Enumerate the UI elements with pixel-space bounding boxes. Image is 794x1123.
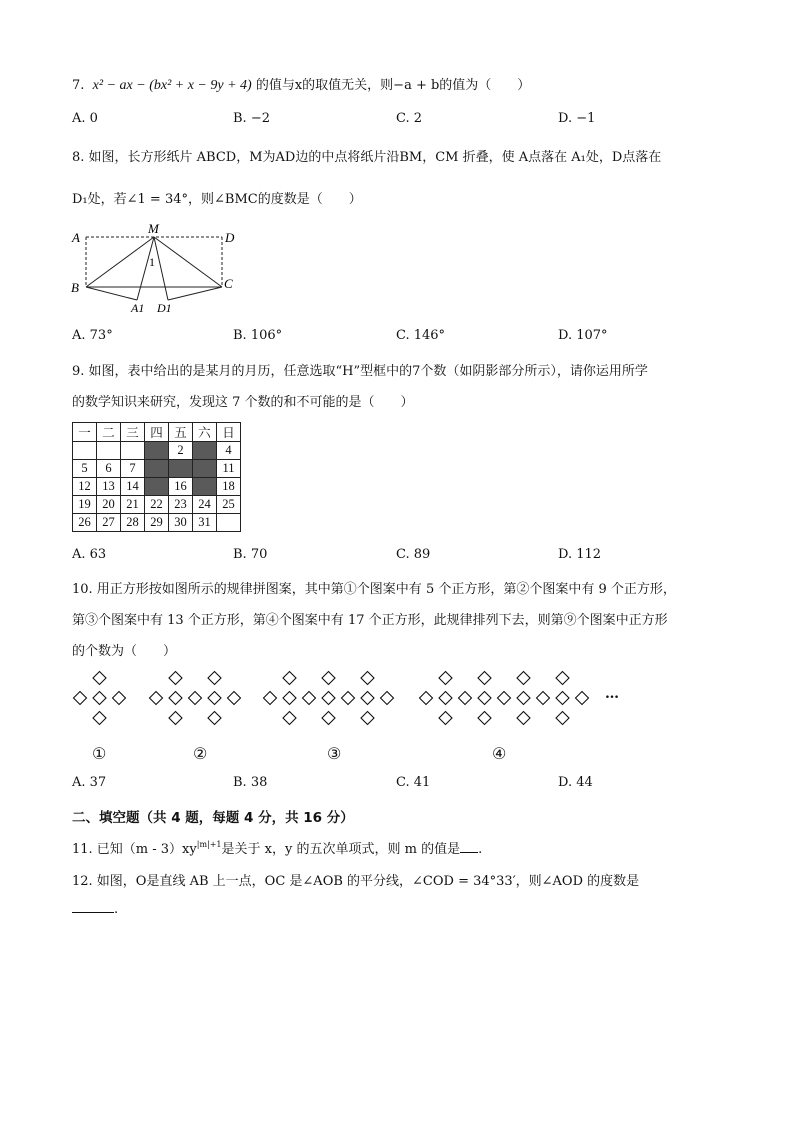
q9-option-a: A. 63 (72, 547, 107, 562)
calendar-cell-shaded (145, 460, 169, 478)
calendar-header-row (73, 423, 241, 442)
square-shape (322, 692, 335, 705)
q8-line-ba1 (86, 287, 137, 300)
q7-option-d: D. −1 (558, 111, 596, 126)
calendar-cell: 11 (217, 460, 241, 478)
q9-line-1: 9. 如图，表中给出的是某月的月历，任意选取“H”型框中的7个数（如阴影部分所示），请你运用所学 (72, 364, 648, 379)
q8-label-b: B (71, 280, 79, 295)
q8-label-m: M (148, 221, 159, 236)
calendar-cell: 20 (97, 496, 121, 514)
q11-exponent: |m|+1 (196, 840, 222, 849)
calendar-cell (217, 514, 241, 532)
calendar-cell: 27 (97, 514, 121, 532)
square-shape (478, 672, 491, 685)
calendar-cell: 29 (145, 514, 169, 532)
q8-label-1: 1 (149, 255, 155, 269)
q11-end: . (478, 842, 483, 857)
square-shape (537, 692, 550, 705)
calendar-header-cell: 一 (73, 423, 97, 442)
q7-expression: x² − ax − (bx² + x − 9y + 4) (92, 78, 252, 93)
calendar-header-cell: 六 (193, 423, 217, 442)
square-shape (420, 692, 433, 705)
square-shape (283, 692, 296, 705)
square-shape (459, 692, 472, 705)
square-shape (208, 712, 221, 725)
calendar-cell: 13 (97, 478, 121, 496)
calendar-cell: 12 (73, 478, 97, 496)
square-shape (381, 692, 394, 705)
calendar-row (73, 514, 241, 532)
q9-calendar (72, 422, 241, 532)
calendar-cell-shaded (193, 478, 217, 496)
calendar-cell-shaded (193, 460, 217, 478)
q11-prefix: 11. 已知（m - 3）xy (72, 842, 197, 857)
calendar-cell: 21 (121, 496, 145, 514)
q10-option-a: A. 37 (72, 775, 107, 790)
q9-option-c: C. 89 (396, 547, 431, 562)
q8-label-d: D (225, 230, 235, 245)
square-shape (283, 712, 296, 725)
calendar-cell: 18 (217, 478, 241, 496)
calendar-row (73, 442, 241, 460)
q9-option-b: B. 70 (233, 547, 268, 562)
q10-pattern-figure (60, 664, 640, 736)
q8-label-d1: D1 (157, 301, 172, 315)
q11-answer-blank[interactable] (460, 852, 478, 853)
q8-label-a: A (72, 230, 80, 245)
square-shape (303, 692, 316, 705)
q10-line-1: 10. 用正方形按如图所示的规律拼图案，其中第①个图案中有 5 个正方形，第②个图案中有 9 个正方形， (72, 582, 676, 597)
calendar-cell: 16 (169, 478, 193, 496)
calendar-cell: 30 (169, 514, 193, 532)
square-shape (517, 692, 530, 705)
q7-text: 的值与x的取值无关，则−a + b的值为（ ） (255, 78, 531, 93)
square-shape (556, 672, 569, 685)
calendar-header-cell: 五 (169, 423, 193, 442)
calendar-cell (97, 442, 121, 460)
square-shape (208, 672, 221, 685)
calendar-cell: 14 (121, 478, 145, 496)
square-shape (169, 712, 182, 725)
section-heading: 二、填空题（共 4 题，每题 4 分，共 16 分） (72, 810, 354, 826)
q8-option-c: C. 146° (396, 328, 446, 343)
q8-line-cd1 (168, 287, 222, 300)
square-shape (322, 712, 335, 725)
calendar-cell: 7 (121, 460, 145, 478)
calendar-cell: 25 (217, 496, 241, 514)
square-shape (150, 692, 163, 705)
q8-label-a1: A1 (131, 301, 145, 315)
q10-line-3: 的个数为（ ） (72, 644, 177, 659)
calendar-cell-shaded (169, 460, 193, 478)
calendar-row (73, 496, 241, 514)
square-shape (74, 692, 87, 705)
square-shape (439, 712, 452, 725)
calendar-row (73, 460, 241, 478)
square-shape (498, 692, 511, 705)
calendar-cell-shaded (145, 442, 169, 460)
q12-end: . (114, 902, 119, 917)
q8-option-a: A. 73° (72, 328, 113, 343)
square-shape (439, 672, 452, 685)
square-shape (517, 712, 530, 725)
calendar-cell: 22 (145, 496, 169, 514)
q9-option-d: D. 112 (558, 547, 602, 562)
q8-label-c: C (224, 276, 233, 291)
calendar-cell (121, 442, 145, 460)
q10-label-3: ③ (327, 744, 342, 763)
q10-ellipsis: … (605, 686, 619, 702)
q8-line-cm (154, 237, 222, 287)
q10-option-b: B. 38 (233, 775, 268, 790)
square-shape (478, 712, 491, 725)
q10-label-2: ② (193, 744, 208, 763)
square-shape (169, 692, 182, 705)
q7-option-b: B. −2 (233, 111, 270, 126)
calendar-cell: 19 (73, 496, 97, 514)
square-shape (556, 712, 569, 725)
q10-label-1: ① (92, 744, 107, 763)
square-shape (361, 692, 374, 705)
q7-option-c: C. 2 (396, 111, 423, 126)
square-shape (189, 692, 202, 705)
q8-option-d: D. 107° (558, 328, 608, 343)
square-shape (264, 692, 277, 705)
q8-figure (66, 218, 246, 318)
square-shape (113, 692, 126, 705)
q10-label-4: ④ (492, 744, 507, 763)
q12-line-1: 12. 如图，O是直线 AB 上一点，OC 是∠AOB 的平分线，∠COD = 34°33′，则∠AOD 的度数是 (72, 874, 640, 889)
q12-line-2 (72, 902, 118, 917)
q7-number: 7. (72, 78, 85, 93)
calendar-cell: 24 (193, 496, 217, 514)
square-shape (93, 672, 106, 685)
q10-option-d: D. 44 (558, 775, 593, 790)
q8-line-2: D₁处，若∠1 = 34°，则∠BMC的度数是（ ） (72, 192, 362, 207)
square-shape (228, 692, 241, 705)
q12-answer-blank[interactable] (72, 912, 114, 913)
square-shape (322, 672, 335, 685)
square-shape (361, 712, 374, 725)
calendar-cell: 31 (193, 514, 217, 532)
square-shape (93, 692, 106, 705)
calendar-cell-shaded (193, 442, 217, 460)
calendar-cell: 4 (217, 442, 241, 460)
q8-line-bm (86, 237, 154, 287)
calendar-cell (73, 442, 97, 460)
square-shape (283, 672, 296, 685)
q7-option-a: A. 0 (72, 111, 98, 126)
square-shape (169, 672, 182, 685)
square-shape (361, 672, 374, 685)
calendar-cell: 6 (97, 460, 121, 478)
calendar-cell: 26 (73, 514, 97, 532)
square-shape (556, 692, 569, 705)
square-shape (478, 692, 491, 705)
calendar-row (73, 478, 241, 496)
calendar-header-cell: 日 (217, 423, 241, 442)
square-shape (439, 692, 452, 705)
square-shape (576, 692, 589, 705)
q7-line (72, 74, 530, 94)
q11-line (72, 838, 482, 857)
square-shape (208, 692, 221, 705)
calendar-cell: 5 (73, 460, 97, 478)
q8-line-1: 8. 如图，长方形纸片 ABCD，M为AD边的中点将纸片沿BM，CM 折叠，使 A点落在 A₁处，D点落在 (72, 150, 662, 165)
q11-suffix: 是关于 x，y 的五次单项式，则 m 的值是 (221, 842, 461, 857)
q9-line-2: 的数学知识来研究，发现这 7 个数的和不可能的是（ ） (72, 395, 414, 410)
square-shape (342, 692, 355, 705)
q8-line-md1 (154, 237, 168, 300)
calendar-cell: 23 (169, 496, 193, 514)
calendar-header-cell: 三 (121, 423, 145, 442)
q8-option-b: B. 106° (233, 328, 283, 343)
q10-line-2: 第③个图案中有 13 个正方形，第④个图案中有 17 个正方形，此规律排列下去，则第⑨个图案中正方形 (72, 613, 668, 628)
calendar-header-cell: 四 (145, 423, 169, 442)
square-shape (93, 712, 106, 725)
calendar-cell-shaded (145, 478, 169, 496)
square-shape (517, 672, 530, 685)
calendar-cell: 28 (121, 514, 145, 532)
q10-option-c: C. 41 (396, 775, 431, 790)
calendar-cell: 2 (169, 442, 193, 460)
calendar-header-cell: 二 (97, 423, 121, 442)
